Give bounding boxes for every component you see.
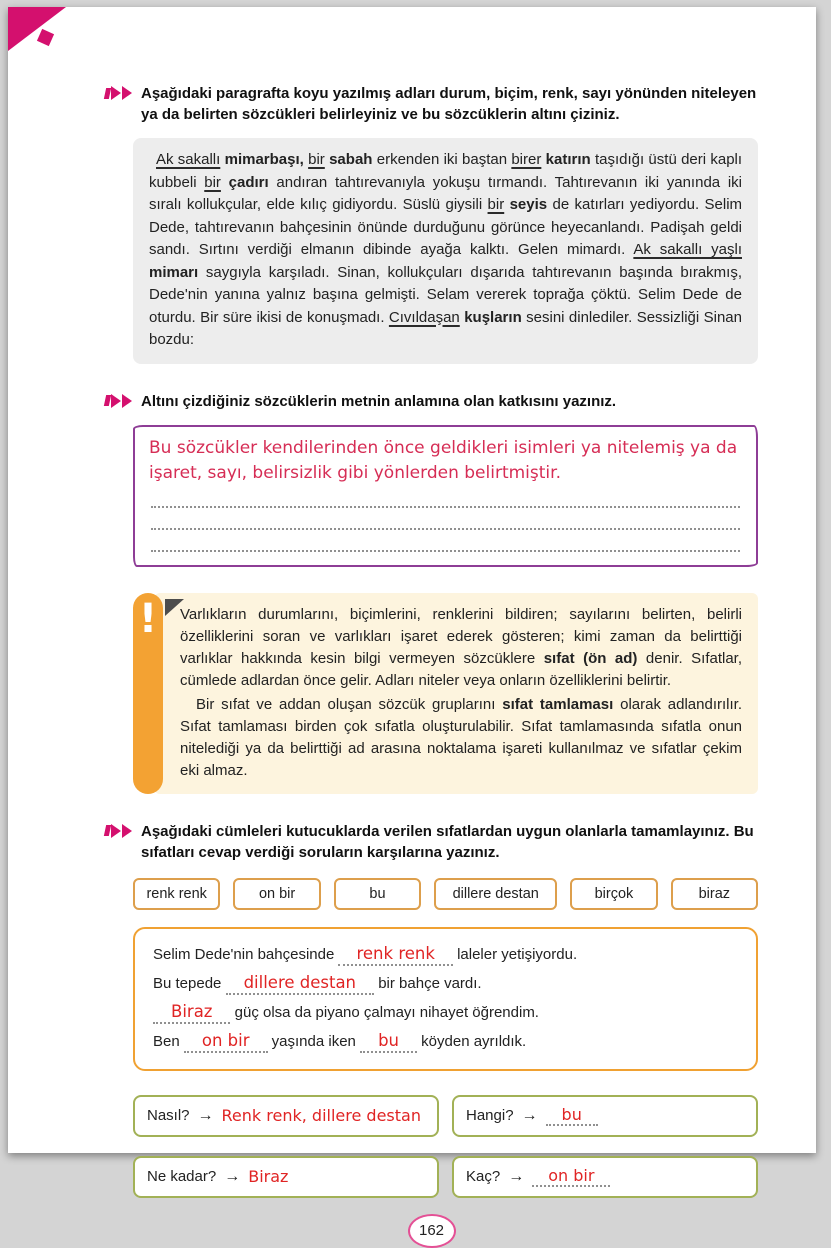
answer-blank <box>184 1031 268 1053</box>
question-label: Hangi? <box>466 1107 514 1124</box>
exercise3-instruction <box>105 821 758 863</box>
double-arrow-icon <box>105 824 132 838</box>
arrow-right-icon: → <box>224 1167 241 1185</box>
question-box <box>133 1095 439 1137</box>
exercise2-instruction <box>105 391 758 412</box>
handwritten-answer: dillere destan <box>243 972 357 992</box>
exclamation-bar <box>133 593 163 794</box>
arrow-right-icon: → <box>521 1106 538 1124</box>
corner-decoration-chip <box>37 29 54 46</box>
answer-blank <box>360 1031 417 1053</box>
dotted-writing-line <box>151 508 740 530</box>
arrow-right-icon: → <box>508 1167 525 1185</box>
workbook-page <box>8 7 816 1239</box>
sentence-list <box>153 940 738 1056</box>
fill-in-sentence: Ben on bir yaşında iken bu köyden ayrıldık. <box>153 1027 738 1056</box>
speech-tail-icon <box>165 599 184 616</box>
fill-in-sentence: Selim Dede'nin bahçesinde renk renk laleler yetişiyordu. <box>153 940 738 969</box>
page-number: 162 <box>418 1222 445 1239</box>
instruction-text: Aşağıdaki cümleleri kutucuklarda verilen sıfatlardan uygun olanlarla tamamlayınız. Bu sıfatları cevap verdiği soruların karşılarına yazınız. <box>141 822 754 861</box>
sentence-box <box>133 927 758 1071</box>
answer-dotted-lines <box>149 486 742 552</box>
word-chip: renk renk <box>133 878 220 910</box>
question-box <box>133 1156 439 1198</box>
answer-blank <box>226 973 374 995</box>
handwritten-answer: Bu sözcükler kendilerinden önce geldikleri isimleri ya nitelemiş ya da işaret, sayı, belirsizlik gibi yönlerden belirtmiştir. <box>149 437 738 483</box>
dotted-writing-line <box>151 486 740 508</box>
question-label: Ne kadar? <box>147 1168 217 1185</box>
handwritten-answer: Biraz <box>248 1167 289 1186</box>
double-arrow-icon <box>105 86 132 100</box>
reading-paragraph-text: Ak sakallı mimarbaşı, bir sabah erkenden iki baştan birer katırın taşıdığı üstü deri kaplı kubbeli bir çadırı andıran tahtırevanıyla yokuşu tırmandı. Tahtırevanın iki yanında iki sıralı kollukçular, elde kılıç gidiyordu. Süslü giysili bir seyis de katırları yediyordu. Selim Dede, tahtırevanın bahçesinin önünde durduğunu görünce heyecanlandı. Padişah geldi sandı. Sırtını verdiği elmanın dibinde ayağa kalktı. Gelen mimardı. Ak sakallı yaşlı mimarı saygıyla karşıladı. Sinan, kollukçuları dışarıda tahtırevanın başında bırakmış, Dede'nin yanına yalnız başına gelmişti. Selam vererek toprağa çöktü. Selim Dede de oturdu. Bir süre ikisi de konuşmadı. Cıvıldaşan kuşların sesini dinlediler. Sessizliği Sinan bozdu: <box>149 151 743 348</box>
reading-paragraph-box <box>133 138 758 364</box>
question-label: Nasıl? <box>147 1107 190 1124</box>
instruction-text: Altını çizdiğiniz sözcüklerin metnin anlamına olan katkısını yazınız. <box>141 392 617 410</box>
handwritten-answer: bu <box>546 1106 598 1126</box>
exclamation-icon: ! <box>138 595 158 642</box>
answer-blank <box>153 1002 230 1024</box>
written-answer-box <box>133 425 758 567</box>
handwritten-answer: on bir <box>532 1167 610 1187</box>
word-chip: biraz <box>671 878 758 910</box>
handwritten-answer: bu <box>378 1030 399 1050</box>
info-box-body <box>154 593 758 794</box>
info-box-text <box>180 604 742 782</box>
word-chip: dillere destan <box>434 878 557 910</box>
corner-decoration <box>8 7 66 51</box>
handwritten-answer: renk renk <box>356 943 435 963</box>
info-paragraph: Bir sıfat ve addan oluşan sözcük gruplarını sıfat tamlaması olarak adlandırılır. Sıfat tamlaması birden çok sıfatla oluşturulabilir. Sıfat tamlamasında sıfatla onun nitelediği ya da belirttiği ad arasına noktalama işareti kullanılmaz ve sıfatlar çekim eki almaz. <box>180 695 742 779</box>
page-number-badge <box>408 1214 456 1248</box>
word-chips <box>133 878 758 910</box>
info-paragraph: Varlıkların durumlarını, biçimlerini, renklerini bildiren; sayılarını belirten, belirli özelliklerini soran ve varlıkları işaret ederek gösteren; kimi zaman da belirttiği varlıklar hakkında kesin bilgi vermeyen sözcüklere sıfat (ön ad) denir. Sıfatlar, cümlede adlardan önce gelir. Adları niteler veya onların özelliklerini belirtir. <box>180 605 743 689</box>
word-chip: birçok <box>570 878 657 910</box>
answer-blank <box>338 944 452 966</box>
instruction-text: Aşağıdaki paragrafta koyu yazılmış adları durum, biçim, renk, sayı yönünden niteleyen ya da belirten sözcükleri belirleyiniz ve bu sözcüklerin altını çiziniz. <box>141 85 757 123</box>
fill-in-sentence: Biraz güç olsa da piyano çalmayı nihayet öğrendim. <box>153 998 738 1027</box>
info-box <box>133 593 758 794</box>
question-grid <box>133 1095 758 1198</box>
exercise1-instruction <box>105 83 758 125</box>
handwritten-answer: Renk renk, dillere destan <box>221 1106 421 1125</box>
question-label: Kaç? <box>466 1168 501 1185</box>
handwritten-answer: on bir <box>201 1030 250 1050</box>
question-box <box>452 1095 758 1137</box>
double-arrow-icon <box>105 394 132 408</box>
page-content <box>105 83 758 1248</box>
arrow-right-icon: → <box>197 1106 214 1124</box>
word-chip: bu <box>334 878 421 910</box>
handwritten-answer: Biraz <box>171 1001 213 1021</box>
question-box <box>452 1156 758 1198</box>
fill-in-sentence: Bu tepede dillere destan bir bahçe vardı. <box>153 969 738 998</box>
word-chip: on bir <box>233 878 320 910</box>
dotted-writing-line <box>151 530 740 552</box>
